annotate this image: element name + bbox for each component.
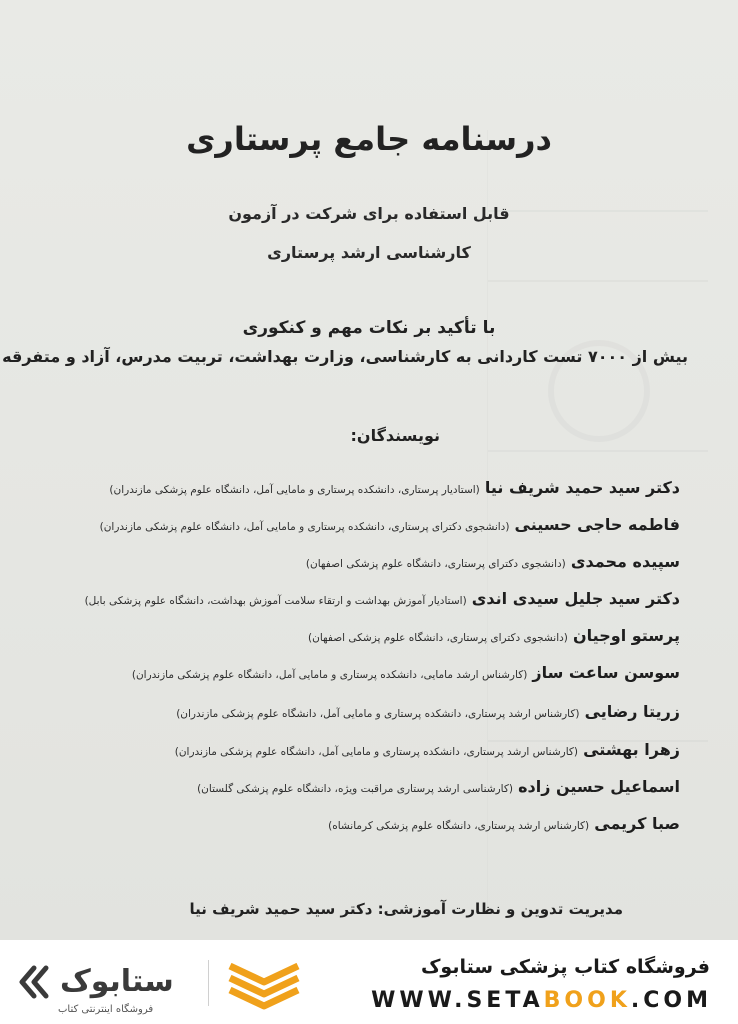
ghost-line <box>488 450 708 452</box>
author-name: دکتر سید جلیل سیدی اندی <box>471 589 680 608</box>
url-prefix: WWW.SETA <box>371 988 544 1013</box>
logo-divider <box>208 960 209 1006</box>
management-credit: مدیریت تدوین و نظارت آموزشی: دکتر سید حمید شریف نیا <box>189 900 623 918</box>
logo-chevron-icon <box>18 962 58 1002</box>
author-affiliation: (کارشناس ارشد پرستاری، دانشکده پرستاری و مامایی آمل، دانشگاه علوم پزشکی مازندران) <box>174 746 579 758</box>
author-entry <box>60 626 680 645</box>
author-name: زهرا بهشتی <box>583 740 680 759</box>
author-entry <box>60 515 680 534</box>
author-affiliation: (کارشناس ارشد پرستاری، دانشکده پرستاری و مامایی آمل، دانشگاه علوم پزشکی مازندران) <box>176 708 580 720</box>
url-highlight: BOOK <box>543 988 631 1013</box>
author-entry <box>60 814 680 833</box>
book-stack-icon <box>224 956 304 1012</box>
author-name: فاطمه حاجی حسینی <box>514 515 680 534</box>
author-entry <box>60 777 680 796</box>
store-name: فروشگاه کتاب پزشکی ستابوک <box>420 956 710 978</box>
author-entry <box>60 478 680 497</box>
author-entry <box>60 589 680 608</box>
author-affiliation: (کارشناس ارشد پرستاری، دانشگاه علوم پزشکی کرمانشاه) <box>328 820 590 832</box>
author-name: زریتا رضایی <box>584 702 680 721</box>
author-affiliation: (دانشجوی دکترای پرستاری، دانشگاه علوم پزشکی اصفهان) <box>305 558 566 570</box>
book-title: درسنامه جامع پرستاری <box>186 120 552 158</box>
store-logo[interactable] <box>24 954 314 1014</box>
subtitle-line-1: قابل استفاده برای شرکت در آزمون <box>228 204 510 223</box>
url-suffix: .COM <box>630 988 712 1013</box>
author-affiliation: (دانشجوی دکترای پرستاری، دانشگاه علوم پزشکی اصفهان) <box>308 632 568 644</box>
author-entry <box>60 702 680 721</box>
logo-wordmark: ستابوک <box>60 964 174 999</box>
logo-tagline: فروشگاه اینترنتی کتاب <box>58 1004 154 1015</box>
author-affiliation: (استادیار پرستاری، دانشکده پرستاری و مامایی آمل، دانشگاه علوم پزشکی مازندران) <box>109 484 480 496</box>
author-affiliation: (استادیار آموزش بهداشت و ارتقاء سلامت آموزش بهداشت، دانشگاه علوم پزشکی بابل) <box>84 595 467 607</box>
author-name: سپیده محمدی <box>570 552 680 571</box>
emphasis-line-2: بیش از ۷۰۰۰ تست کاردانی به کارشناسی، وزارت بهداشت، تربیت مدرس، آزاد و متفرقه <box>2 347 688 366</box>
author-entry <box>60 552 680 571</box>
author-affiliation: (کارشناسی ارشد پرستاری مراقبت ویژه، دانشگاه علوم پزشکی گلستان) <box>197 783 513 795</box>
author-name: دکتر سید حمید شریف نیا <box>484 478 680 497</box>
store-url[interactable] <box>371 988 712 1013</box>
ghost-line <box>488 280 708 282</box>
author-name: پرستو اوجیان <box>573 626 680 645</box>
store-banner <box>0 940 738 1024</box>
subtitle-line-2: کارشناسی ارشد پرستاری <box>267 243 471 262</box>
author-name: اسماعیل حسین زاده <box>518 777 680 796</box>
author-affiliation: (دانشجوی دکترای پرستاری، دانشکده پرستاری و مامایی آمل، دانشگاه علوم پزشکی مازندران) <box>99 521 510 533</box>
author-entry <box>60 740 680 759</box>
author-name: صبا کریمی <box>594 814 680 833</box>
author-entry <box>60 663 680 682</box>
author-affiliation: (کارشناس ارشد مامایی، دانشکده پرستاری و مامایی آمل، دانشگاه علوم پزشکی مازندران) <box>131 669 528 681</box>
author-name: سوسن ساعت ساز <box>532 663 680 682</box>
emphasis-line-1: با تأکید بر نکات مهم و کنکوری <box>242 318 496 338</box>
authors-heading: نویسندگان: <box>350 426 440 445</box>
